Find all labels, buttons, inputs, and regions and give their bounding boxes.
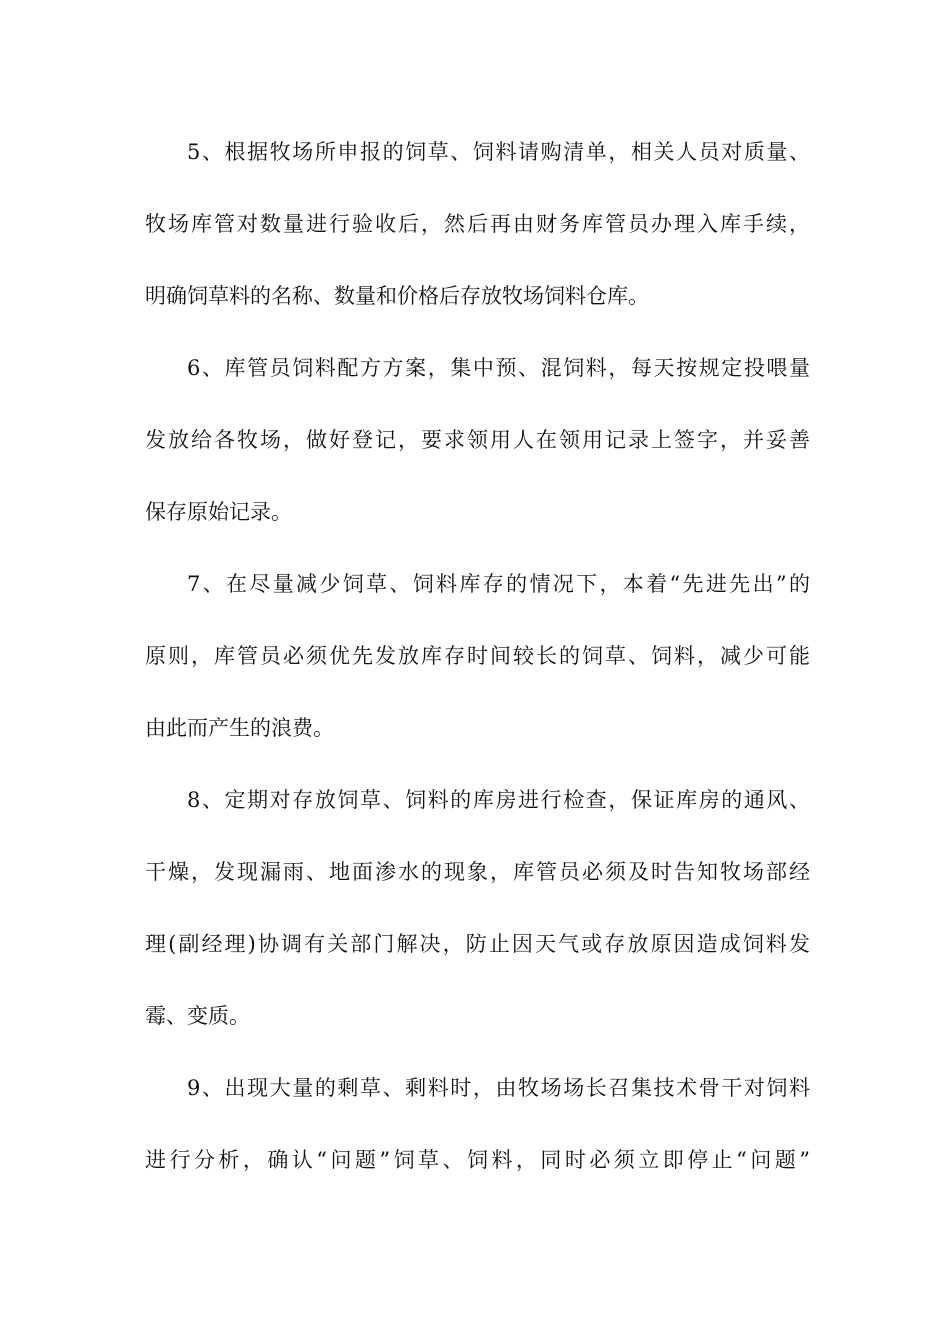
- paragraph-8: [145, 776, 810, 1064]
- paragraph-6: [145, 344, 810, 560]
- paragraph-5: [145, 128, 810, 344]
- text-line: 明确饲草料的名称、数量和价格后存放牧场饲料仓库。: [145, 284, 649, 308]
- text-line: 原则，库管员必须优先发放库存时间较长的饲草、饲料，减少可能: [145, 644, 810, 668]
- text-line: 7、在尽量减少饲草、饲料库存的情况下，本着“先进先出”的: [187, 572, 810, 596]
- paragraph-9: [145, 1064, 810, 1208]
- text-line: 干燥，发现漏雨、地面渗水的现象，库管员必须及时告知牧场部经: [145, 860, 810, 884]
- text-line: 进行分析，确认“问题”饲草、饲料，同时必须立即停止“问题”: [145, 1148, 810, 1172]
- text-line: 理(副经理)协调有关部门解决，防止因天气或存放原因造成饲料发: [145, 932, 810, 956]
- text-line: 6、库管员饲料配方方案，集中预、混饲料，每天按规定投喂量: [187, 356, 810, 380]
- text-line: 牧场库管对数量进行验收后，然后再由财务库管员办理入库手续，: [145, 212, 810, 236]
- text-line: 保存原始记录。: [145, 500, 292, 524]
- text-line: 霉、变质。: [145, 1004, 250, 1028]
- body-text: [145, 128, 810, 1208]
- paragraph-7: [145, 560, 810, 776]
- text-line: 5、根据牧场所申报的饲草、饲料请购清单，相关人员对质量、: [187, 140, 810, 164]
- text-line: 发放给各牧场，做好登记，要求领用人在领用记录上签字，并妥善: [145, 428, 810, 452]
- text-line: 8、定期对存放饲草、饲料的库房进行检查，保证库房的通风、: [187, 788, 810, 812]
- text-line: 由此而产生的浪费。: [145, 716, 334, 740]
- text-line: 9、出现大量的剩草、剩料时，由牧场场长召集技术骨干对饲料: [187, 1076, 810, 1100]
